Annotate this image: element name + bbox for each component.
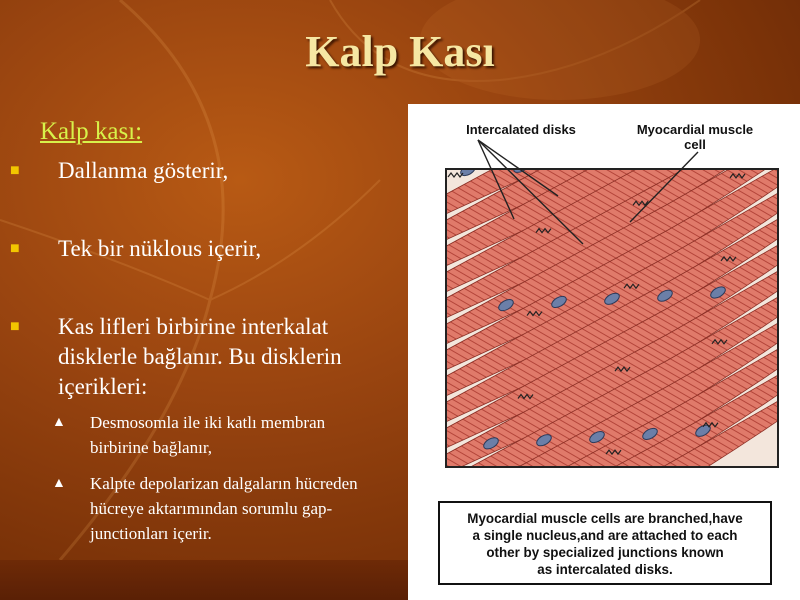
label-myocardial-line2: cell [684,137,706,152]
bullet-item [10,156,388,186]
bullet-text: Tek bir nüklous içerir, [58,236,262,261]
sub-bullet-item [52,471,375,546]
square-bullet-icon: ■ [10,240,20,257]
caption-line: Myocardial muscle cells are branched,have [467,511,743,526]
label-intercalated-disks: Intercalated disks [466,122,576,137]
label-myocardial-line1: Myocardial muscle [636,122,754,137]
bullet-item [10,312,398,402]
intercalated-disk [509,477,524,481]
sub-bullet-text: Kalpte depolarizan dalgaların hücreden hücreye aktarımından sorumlu gap-junctionları içerir. [90,474,358,543]
caption-line: as intercalated disks. [537,562,673,577]
bullet-text: Kas lifleri birbirine interkalat disklerle bağlanır. Bu disklerin içerikleri: [58,314,342,399]
myocardium-figure [408,104,800,600]
figure-caption [438,501,772,585]
square-bullet-icon: ■ [10,318,20,335]
caption-line: a single nucleus,and are attached to each [472,528,738,543]
nucleus [618,153,636,169]
nucleus [724,146,742,162]
intercalated-disk [545,146,560,150]
triangle-bullet-icon: ▲ [52,476,66,491]
intercalated-disk [642,118,657,122]
bullet-text: Dallanma gösterir, [58,158,229,183]
triangle-bullet-icon: ▲ [52,415,66,430]
sub-bullet-text: Desmosomla ile iki katlı membran birbirine bağlanır, [90,413,326,457]
slide-title: Kalp Kası [305,27,495,76]
square-bullet-icon: ■ [10,162,20,179]
slide-subtitle: Kalp kası: [40,118,143,145]
caption-line: other by specialized junctions known [486,545,724,560]
bullet-item [10,234,388,264]
sub-bullet-item [52,410,365,460]
